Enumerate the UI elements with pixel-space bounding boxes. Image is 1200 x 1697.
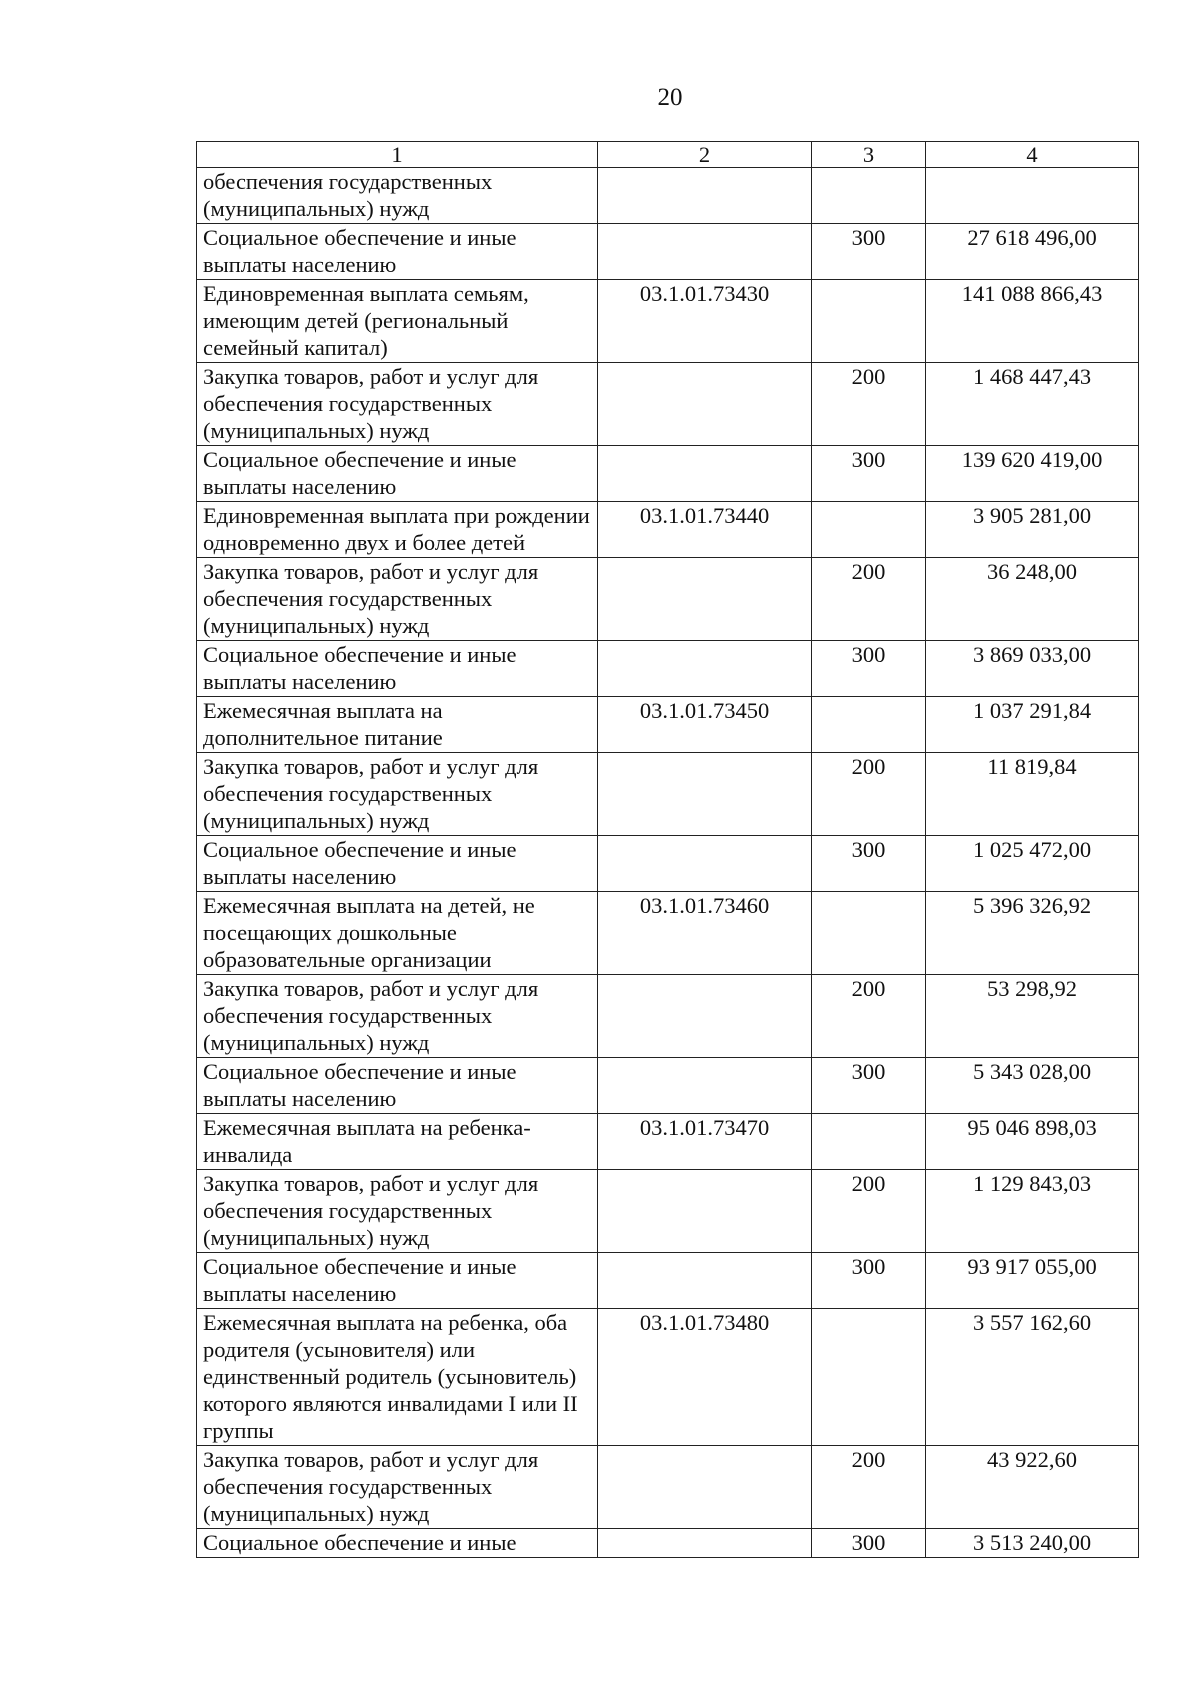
row-type-cell: 200 [812, 363, 926, 446]
row-amount-cell: 53 298,92 [926, 975, 1139, 1058]
row-code-cell: 03.1.01.73460 [598, 892, 812, 975]
table-row [197, 641, 1139, 697]
row-code-cell [598, 1170, 812, 1253]
row-type-cell: 200 [812, 975, 926, 1058]
row-amount-cell: 27 618 496,00 [926, 224, 1139, 280]
row-code-cell [598, 836, 812, 892]
row-amount-cell: 1 129 843,03 [926, 1170, 1139, 1253]
row-type-cell: 200 [812, 1446, 926, 1529]
row-amount-cell: 3 869 033,00 [926, 641, 1139, 697]
row-code-cell: 03.1.01.73450 [598, 697, 812, 753]
row-amount-cell: 1 037 291,84 [926, 697, 1139, 753]
row-code-cell [598, 1253, 812, 1309]
row-amount-cell: 3 513 240,00 [926, 1529, 1139, 1558]
row-code-cell [598, 224, 812, 280]
table-row [197, 975, 1139, 1058]
row-amount-cell: 3 905 281,00 [926, 502, 1139, 558]
row-code-cell [598, 558, 812, 641]
row-name-cell: Закупка товаров, работ и услуг для обеспечения государственных (муниципальных) нужд [197, 558, 598, 641]
column-header-3: 3 [812, 142, 926, 168]
row-name-cell: Единовременная выплата семьям, имеющим детей (региональный семейный капитал) [197, 280, 598, 363]
row-type-cell: 300 [812, 224, 926, 280]
row-code-cell: 03.1.01.73480 [598, 1309, 812, 1446]
column-header-1: 1 [197, 142, 598, 168]
row-type-cell [812, 892, 926, 975]
table-row [197, 224, 1139, 280]
table-row [197, 697, 1139, 753]
table-row [197, 280, 1139, 363]
row-amount-cell: 5 343 028,00 [926, 1058, 1139, 1114]
row-code-cell [598, 168, 812, 224]
row-name-cell: Единовременная выплата при рождении одновременно двух и более детей [197, 502, 598, 558]
table-row [197, 363, 1139, 446]
row-name-cell: Закупка товаров, работ и услуг для обеспечения государственных (муниципальных) нужд [197, 363, 598, 446]
row-code-cell [598, 641, 812, 697]
table-row [197, 1058, 1139, 1114]
row-amount-cell: 141 088 866,43 [926, 280, 1139, 363]
column-header-2: 2 [598, 142, 812, 168]
row-name-cell: Закупка товаров, работ и услуг для обеспечения государственных (муниципальных) нужд [197, 753, 598, 836]
row-amount-cell: 11 819,84 [926, 753, 1139, 836]
row-type-cell: 300 [812, 641, 926, 697]
row-name-cell: Ежемесячная выплата на дополнительное питание [197, 697, 598, 753]
row-name-cell: Социальное обеспечение и иные выплаты населению [197, 1253, 598, 1309]
row-code-cell: 03.1.01.73440 [598, 502, 812, 558]
row-code-cell [598, 363, 812, 446]
row-type-cell [812, 1114, 926, 1170]
row-name-cell: Социальное обеспечение и иные выплаты населению [197, 641, 598, 697]
row-code-cell [598, 1529, 812, 1558]
row-amount-cell: 139 620 419,00 [926, 446, 1139, 502]
row-amount-cell: 43 922,60 [926, 1446, 1139, 1529]
row-amount-cell: 93 917 055,00 [926, 1253, 1139, 1309]
row-name-cell: Социальное обеспечение и иные выплаты населению [197, 446, 598, 502]
row-amount-cell: 95 046 898,03 [926, 1114, 1139, 1170]
row-code-cell [598, 975, 812, 1058]
row-code-cell [598, 1058, 812, 1114]
row-amount-cell [926, 168, 1139, 224]
table-row [197, 168, 1139, 224]
table-row [197, 558, 1139, 641]
row-name-cell: Социальное обеспечение и иные [197, 1529, 598, 1558]
table-row [197, 836, 1139, 892]
row-name-cell: Закупка товаров, работ и услуг для обеспечения государственных (муниципальных) нужд [197, 1170, 598, 1253]
row-type-cell: 300 [812, 1529, 926, 1558]
row-name-cell: Социальное обеспечение и иные выплаты населению [197, 1058, 598, 1114]
table-row [197, 1309, 1139, 1446]
table-header-row [197, 142, 1139, 168]
row-type-cell [812, 168, 926, 224]
row-name-cell: Социальное обеспечение и иные выплаты населению [197, 836, 598, 892]
row-code-cell: 03.1.01.73430 [598, 280, 812, 363]
row-amount-cell: 3 557 162,60 [926, 1309, 1139, 1446]
row-type-cell: 300 [812, 1253, 926, 1309]
row-name-cell: Закупка товаров, работ и услуг для обеспечения государственных (муниципальных) нужд [197, 975, 598, 1058]
budget-table [196, 141, 1139, 1558]
row-name-cell: Ежемесячная выплата на детей, не посещающих дошкольные образовательные организации [197, 892, 598, 975]
table-row [197, 446, 1139, 502]
row-type-cell: 200 [812, 753, 926, 836]
column-header-4: 4 [926, 142, 1139, 168]
table-row [197, 1446, 1139, 1529]
row-name-cell: Ежемесячная выплата на ребенка-инвалида [197, 1114, 598, 1170]
row-code-cell [598, 446, 812, 502]
row-name-cell: Социальное обеспечение и иные выплаты населению [197, 224, 598, 280]
row-type-cell: 300 [812, 1058, 926, 1114]
row-amount-cell: 36 248,00 [926, 558, 1139, 641]
row-name-cell: Ежемесячная выплата на ребенка, оба родителя (усыновителя) или единственный родитель (усыновитель) которого являются инвалидами I или II группы [197, 1309, 598, 1446]
row-type-cell [812, 1309, 926, 1446]
table-row [197, 892, 1139, 975]
row-name-cell: Закупка товаров, работ и услуг для обеспечения государственных (муниципальных) нужд [197, 1446, 598, 1529]
row-type-cell [812, 502, 926, 558]
row-type-cell [812, 697, 926, 753]
table-row [197, 1114, 1139, 1170]
row-type-cell: 300 [812, 446, 926, 502]
row-amount-cell: 5 396 326,92 [926, 892, 1139, 975]
table-row [197, 1253, 1139, 1309]
row-code-cell: 03.1.01.73470 [598, 1114, 812, 1170]
page-number: 20 [657, 84, 683, 111]
table-row [197, 1529, 1139, 1558]
table-body [197, 168, 1139, 1558]
table-row [197, 753, 1139, 836]
row-type-cell: 300 [812, 836, 926, 892]
table-row [197, 1170, 1139, 1253]
row-code-cell [598, 753, 812, 836]
row-name-cell: обеспечения государственных (муниципальных) нужд [197, 168, 598, 224]
row-type-cell [812, 280, 926, 363]
row-type-cell: 200 [812, 1170, 926, 1253]
table-row [197, 502, 1139, 558]
row-type-cell: 200 [812, 558, 926, 641]
row-amount-cell: 1 025 472,00 [926, 836, 1139, 892]
row-code-cell [598, 1446, 812, 1529]
row-amount-cell: 1 468 447,43 [926, 363, 1139, 446]
